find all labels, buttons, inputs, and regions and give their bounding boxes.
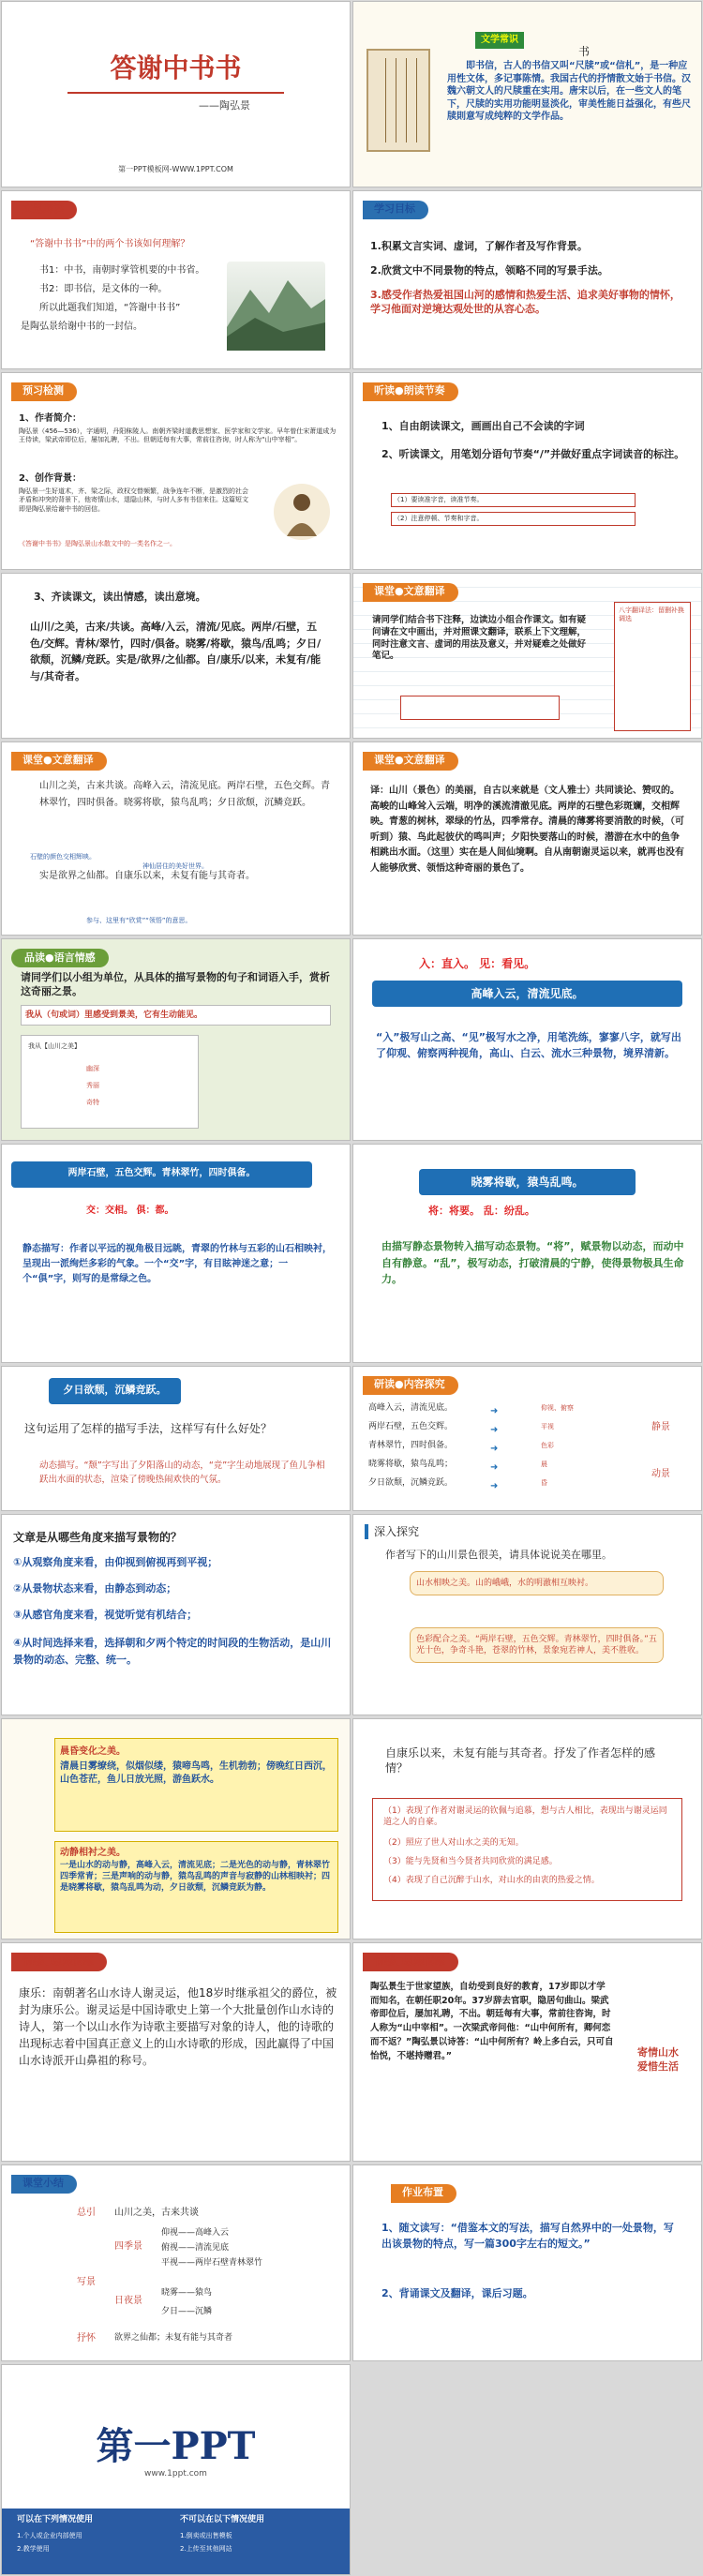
method1: 仰视、俯察 [541, 1404, 574, 1412]
slide-morning-mist [352, 1144, 702, 1363]
v3: 平视——两岸石壁青林翠竹 [161, 2258, 263, 2268]
goal3: 3.感受作者热爱祖国山河的感情和热爱生活、追求美好事物的情怀，学习他面对逆境达观处世的从容心态。 [370, 289, 681, 315]
footer-text: 第一PPT模板网-WWW.1PPT.COM [118, 165, 233, 173]
passage: 康乐：南朝著名山水诗人谢灵运，他18岁时继承祖父的爵位，被封为康乐公。谢灵运是中国诗歌史上第一个大批量创作山水诗的诗人，第一个以山水作为诗歌主要描写对象的诗人，他的诗歌的出现标志着中国真正意义上的山水诗歌的形成，因此赢得了中国山水诗派开山鼻祖的称号。 [19, 1986, 337, 2067]
verse2: 两岸石壁，五色交辉。 [368, 1422, 454, 1431]
question: 文章是从哪些角度来描写景物的？ [13, 1531, 183, 1544]
frame: 我从（句或词）里感受到景美，它有生动能见。 [21, 1005, 331, 1026]
card2: 色彩配合之美。“两岸石壁，五色交辉。青林翠竹，四时俱备。”五光十色，争奇斗艳，苍翠的竹林，景象宛若神人，美不胜收。 [410, 1627, 664, 1663]
verse4: 晓雾将歇，猿鸟乱鸣； [368, 1460, 454, 1469]
highlight-bar: 两岸石壁，五色交辉。青林翠竹，四时俱备。 [11, 1161, 312, 1188]
slide-deep-explore [352, 1514, 702, 1715]
col2-line2: 2.上传至其他网站 [180, 2544, 232, 2553]
answer: 动态描写。“颓”字写出了夕阳落山的动态，“竞”字生动地展现了鱼儿争相跃出水面的状态，渲染了傍晚热闹欢快的气氛。 [39, 1460, 325, 1486]
slide-literature [352, 1, 702, 187]
col1-title: 可以在下列情况使用 [17, 2514, 94, 2524]
heading: 3、齐读课文，读出情感，读出意境。 [34, 591, 206, 603]
instr2: 2、听读课文，用笔划分语句节奏“/”并做好重点字词读音的标注。 [381, 448, 685, 460]
slide-homework [352, 2164, 702, 2361]
badge: 文学常识 [475, 32, 524, 49]
letter-image [366, 49, 430, 152]
slide-read-aloud [1, 573, 351, 739]
text1: 清晨日雾缭绕，似烟似缕，猿啼鸟鸣，生机勃勃；傍晚红日西沉，山色苍茫，鱼儿日放光照，游鱼跃水。 [60, 1761, 332, 1785]
translation: 译：山川（景色）的美丽，自古以来就是（文人雅士）共同谈论、赞叹的。高峻的山峰耸入云端，明净的溪流清澈见底。两岸的石壁色彩斑斓，交相辉映。青葱的树林，翠绿的竹丛，四季常存。清晨的薄雾将要消散的时候，（可听到）猿、鸟此起彼伏的鸣叫声；夕阳快要落山的时候，潜游在水中的鱼争相跳出水面。（这里）实在是人间仙境啊。自从南朝谢灵运以来，就再也没有人能够欣赏、领悟这种奇丽的景色了。 [370, 786, 684, 874]
hw2: 2、背诵课文及翻译，课后习题。 [381, 2287, 533, 2299]
section-tag: 课堂●文意翻译 [11, 752, 107, 771]
title1: 晨昏变化之美。 [60, 1746, 126, 1757]
slide-translate-task [352, 573, 702, 739]
instr1: 1、自由朗读课文，画画出自己不会读的字词 [381, 420, 585, 432]
col2-title: 不可以在以下情况使用 [180, 2514, 265, 2524]
h1: 1、作者简介： [19, 413, 82, 424]
section-tag: 作业布置 [391, 2184, 456, 2203]
answer2: ②从景物状态来看，由静态到动态； [13, 1582, 177, 1595]
v5: 夕日——沉鳞 [161, 2307, 213, 2316]
logo: 第一PPT [96, 2424, 256, 2468]
method2: 平视 [541, 1423, 554, 1430]
v1: 仰视——高峰入云 [161, 2228, 230, 2238]
answer4: ④从时间选择来看，选择朝和夕两个特定的时间段的生物活动，是山川景物的动态、完整、统一。 [13, 1637, 332, 1666]
section-tag: 品读●语言情感 [11, 949, 109, 967]
line1: 书1：中书，南朝时掌管机要的中书省。 [39, 265, 205, 276]
h2: 2、创作背景： [19, 473, 82, 484]
slide-goals [352, 190, 702, 369]
answer3: ③从感官角度来看，视觉听觉有机结合； [13, 1609, 198, 1621]
analysis: 静态描写：作者以平远的视角极目远眺，青翠的竹林与五彩的山石相映衬，呈现出一派绚烂多彩的气象。一个“交”字，有目眩神迷之意；一个“俱”字，则写的是常绿之色。 [22, 1244, 332, 1284]
row3: 抒怀 [77, 2333, 96, 2344]
side-note: 八字翻译法：留删补换调选 [614, 602, 691, 731]
literature-text: 即书信，古人的书信又叫“尺牍”或“信札”，是一种应用性文体，多记事陈情。我国古代的抒情散文始于书信。汉魏六朝文人的尺牍重在实用。唐宋以后，在一些文人的笔下，尺牍的实用功能明显淡化，审美性能日益强化，有些尺牍則意写成纯粹的文学作品。 [447, 61, 691, 122]
slide-kangle [1, 1942, 351, 2162]
section-tag: 预习检测 [11, 382, 77, 401]
slide-high-peak [352, 938, 702, 1141]
line4: 是陶弘景给谢中书的一封信。 [21, 322, 142, 332]
slide-translation [352, 741, 702, 936]
slide-content-explore [352, 1366, 702, 1511]
row2: 写景 [77, 2277, 96, 2287]
key2: 秀丽 [86, 1082, 99, 1089]
analysis: “入”极写山之高、“见”极写水之净，用笔洗练，寥寥八字，就写出了仰观、俯察两种视角，高山、白云、流水三种景物，境界清新。 [376, 1031, 681, 1060]
side-note: 寄情山水 爱惜生活 [637, 2046, 679, 2073]
group2: 日夜景 [114, 2296, 142, 2306]
method5: 昏 [541, 1479, 547, 1487]
note1: 石壁的颜色交相辉映。 [30, 853, 96, 861]
landscape-painting [227, 262, 325, 351]
section-tag: 课堂小结 [11, 2175, 77, 2194]
question: 作者写下的山川景色很美，请具体说说美在哪里。 [385, 1549, 612, 1561]
v2: 俯视——清流见底 [161, 2243, 230, 2253]
verse1: 高峰入云，清流见底。 [368, 1403, 454, 1413]
example-label: 我从【山川之美】 [28, 1042, 81, 1050]
answer1: ①从观察角度来看，由仰视到俯视再到平视； [13, 1556, 218, 1568]
title2: 动静相衬之美。 [60, 1848, 126, 1858]
logo-url: www.1ppt.com [144, 2469, 207, 2479]
passage1: 山川之美，古来共谈。高峰入云，清流见底。两岸石壁，五色交辉。青林翠竹，四时俱备。晓雾将歇，猿鸟乱鸣；夕日欲颓，沉鳞竞跃。 [39, 781, 330, 808]
section-tag: 情感●思想情感 [11, 1953, 107, 1971]
goal1: 1.积累文言实词、虚词，了解作者及写作背景。 [370, 240, 588, 252]
static-label: 静景 [651, 1422, 670, 1432]
p3: 《答谢中书书》是陶弘景山水散文中的一类名作之一。 [19, 540, 176, 547]
col1-line2: 2.教学使用 [17, 2544, 50, 2553]
question: 这句运用了怎样的描写手法，这样写有什么好处？ [24, 1422, 273, 1435]
method4: 晨 [541, 1460, 547, 1468]
highlight-bar: 夕日欲颓，沉鳞竞跃。 [49, 1378, 181, 1404]
underline [67, 92, 284, 94]
slide-beauty [1, 1718, 351, 1939]
letter-char: 书 [578, 45, 591, 58]
v4: 晓雾——猿鸟 [161, 2288, 213, 2298]
col2-line1: 1.倒卖或出售模板 [180, 2531, 232, 2539]
slide-ending [1, 2364, 351, 2575]
p2: 陶弘景一生好道术，齐、梁之际，政权交替频繁，战争连年不断，是激烈的社会矛盾和冲突的背景下，他寄情山水，退隐山林，与时人多有书信来往。这篇短文即是陶弘景给谢中书的回信。 [19, 487, 248, 513]
slide-translate-notes [1, 741, 351, 936]
question: 自康乐以来，未复有能与其奇者。抒发了作者怎样的感情？ [385, 1746, 656, 1775]
section-tag: 情感●思想情感 [363, 1953, 458, 1971]
slide-title-text: 答谢中书书 [110, 52, 242, 83]
instruction: 请同学们结合书下注释，边读边小组合作课文。如有疑问请在文中画出，并对照课文翻译，联系上下文理解，同时注意文言、虚词的用法及意义，并对疑难之处做好笔记。 [372, 615, 587, 662]
card1: 山水相映之美。山的峨峨，水的明澈相互映衬。 [410, 1571, 664, 1595]
slide-appreciate [1, 938, 351, 1141]
section-tag: 文题解读 [11, 201, 77, 219]
passage2: 实是欲界之仙都。自康乐以来，未复有能与其奇者。 [39, 871, 255, 881]
highlight-bar: 晓雾将歇，猿鸟乱鸣。 [419, 1169, 636, 1195]
section-tag: 研读●内容探究 [363, 1376, 458, 1395]
slide-summary [1, 2164, 351, 2361]
note2: 神仙居住的美好世界。 [142, 862, 208, 870]
group1: 四季景 [114, 2241, 142, 2252]
slide-title [1, 1, 351, 187]
question: 请同学们以小组为单位，从具体的描写景物的句子和词语入手，赏析这奇丽之景。 [21, 971, 330, 997]
slide-sunset [1, 1366, 351, 1511]
highlight-bar: 高峰入云，清流见底。 [372, 981, 682, 1007]
notes: 入：直入。 见：看见。 [419, 957, 536, 970]
tip1: （1）要读准字音，读准节奏。 [391, 493, 636, 507]
section-tag: 课堂●文意翻译 [363, 583, 458, 602]
section-tag: 听读●朗读节奏 [363, 382, 458, 401]
p1: 陶弘景（456—536），字通明，丹阳秣陵人。南朝齐梁时道教思想家、医学家和文学家。早年曾仕宋萧道成为王侍读，梁武帝即位后，屡加礼聘，不出。但朝廷每有大事，常前往咨询，时人称为“山中宰相”。 [19, 427, 337, 444]
col1-line1: 1.个人或企业内部使用 [17, 2531, 82, 2539]
key1: 幽深 [86, 1065, 99, 1072]
opt2: （2）照应了世人对山水之美的无知。 [383, 1838, 524, 1848]
method3: 色彩 [541, 1442, 554, 1449]
passage: 山川/之美，古来/共谈。高峰/入云，清流/见底。两岸/石壁，五色/交辉。青林/翠竹，四时/俱备。晓雾/将歇，猿鸟/乱鸣；夕日/欲颓，沉鳞/竞跃。实是/欲界/之仙都。自/康乐/以来，未复有/能与/其奇者。 [30, 621, 322, 682]
slide-angles [1, 1514, 351, 1715]
line2: 书2：即书信，是文体的一种。 [39, 284, 168, 294]
passage: 陶弘景生于世家望族，自幼受到良好的教育，17岁即以才学而知名，在朝任职20年。37岁辞去官职，隐居句曲山。梁武帝即位后，屡加礼聘，不出。朝廷每有大事，常前往咨询，时人称为“山中宰相”。一次梁武帝问他：“山中何所有，卿何恋而不返？”陶弘景以诗答：“山中何所有？岭上多白云，只可自怡悦，不堪持赠君。” [370, 1982, 614, 2061]
section-tag: 学习目标 [363, 201, 428, 219]
opt1: （1）表现了作者对谢灵运的钦佩与追慕，想与古人相比，表现出与谢灵运同道之人的自豪。 [383, 1806, 667, 1828]
section-tag: 深入探究 [365, 1524, 419, 1539]
verse3: 青林翠竹，四时俱备。 [368, 1441, 454, 1450]
hw1: 1、随文读写：“借鉴本文的写法，描写自然界中的一处景物，写出该景物的特点，写一篇300字左右的短文。” [381, 2222, 674, 2251]
slide-title-explain [1, 190, 351, 369]
notes: 交：交相。 俱：都。 [86, 1206, 174, 1216]
key3: 奇特 [86, 1099, 99, 1106]
slide-preview [1, 372, 351, 570]
line3: 所以此题我们知道，“答谢中书书” [39, 303, 181, 313]
slide-author-life [352, 1942, 702, 2162]
tip2: （2）注意停顿、节奏和字音。 [391, 512, 636, 526]
arrows: ➜ ➜ ➜ ➜ ➜ [490, 1406, 499, 1491]
row3-value: 欲界之仙都；未复有能与其奇者 [114, 2333, 233, 2343]
slide-stone-walls [1, 1144, 351, 1363]
opt3: （3）能与先贤和当今贤者共同欣赏的满足感。 [383, 1857, 558, 1866]
row1: 总引 [77, 2208, 96, 2218]
note-box [400, 696, 560, 720]
slide-reading-rhythm [352, 372, 702, 570]
slide-feeling [352, 1718, 702, 1939]
portrait [274, 484, 330, 540]
opt4: （4）表现了自己沉醉于山水，对山水的由衷的热爱之情。 [383, 1876, 600, 1885]
question: “答谢中书书”中的两个书该如何理解？ [30, 239, 190, 249]
row1-value: 山川之美，古来共谈 [114, 2208, 199, 2218]
dynamic-label: 动景 [651, 1469, 670, 1479]
analysis: 由描写静态景物转入描写动态景物。“将”，赋景物以动态，而动中自有静意。“乱”，极写动态，打破清晨的宁静，使得景物极具生命力。 [381, 1240, 684, 1286]
verse5: 夕日欲颓，沉鳞竞跃。 [368, 1478, 454, 1488]
text2: 一是山水的动与静，高峰入云，清流见底；二是光色的动与静，青林翠竹四季常青；三是声响的动与静，猿鸟乱鸣的声音与寂静的山林相映衬；四是晓雾将歇，猿鸟乱鸣为动，夕日欲颓，沉鳞竞跃为静。 [60, 1861, 331, 1894]
section-tag: 课堂●文意翻译 [363, 752, 458, 771]
goal2: 2.欣赏文中不同景物的特点，领略不同的写景手法。 [370, 264, 608, 277]
note3: 参与、这里有“欣赏”“领悟”的意思。 [86, 917, 192, 924]
author: ——陶弘景 [199, 99, 250, 112]
notes: 将：将要。 乱：纷乱。 [428, 1205, 535, 1217]
